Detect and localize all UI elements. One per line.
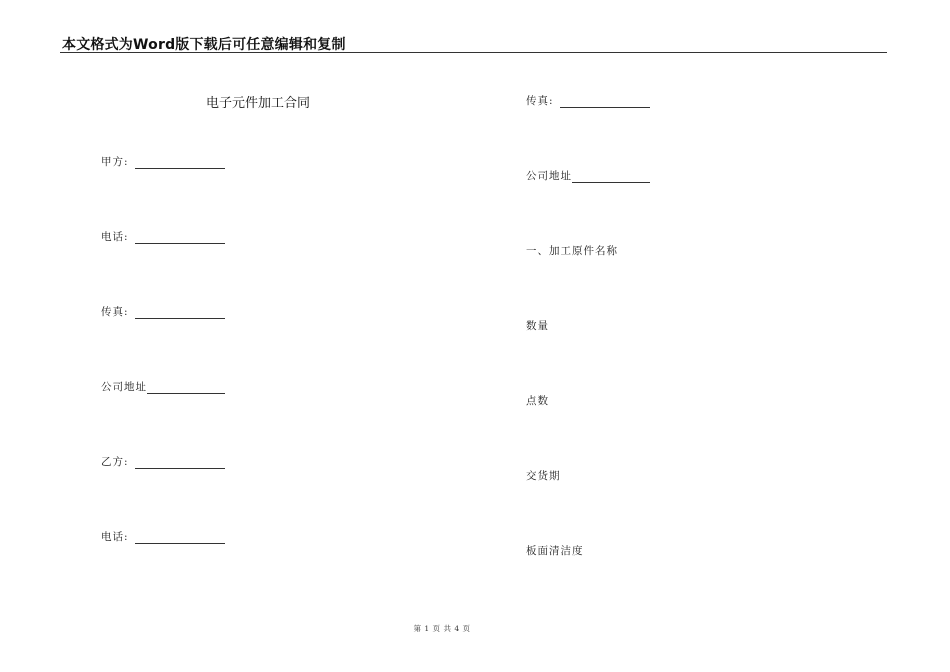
fill-in-blank	[135, 308, 225, 319]
quantity-field	[526, 318, 549, 333]
company-address-field	[526, 168, 650, 183]
field-label: 公司地址	[101, 381, 147, 393]
phone-field	[101, 529, 225, 544]
field-label: 传真:	[101, 306, 129, 318]
fill-in-blank	[135, 458, 225, 469]
field-label: 甲方:	[101, 156, 129, 168]
party-a-field	[101, 154, 225, 169]
board-cleanliness-field	[526, 543, 584, 558]
header-note: 本文格式为Word版下载后可任意编辑和复制	[62, 37, 346, 53]
field-label: 交货期	[526, 470, 561, 482]
section-heading-item-name	[526, 243, 618, 258]
fill-in-blank	[135, 158, 225, 169]
fill-in-blank	[572, 172, 650, 183]
field-label: 点数	[526, 395, 549, 407]
section-label: 一、加工原件名称	[526, 245, 618, 257]
delivery-date-field	[526, 468, 561, 483]
party-b-field	[101, 454, 225, 469]
field-label: 乙方:	[101, 456, 129, 468]
field-label: 电话:	[101, 231, 129, 243]
phone-field	[101, 229, 225, 244]
fill-in-blank	[560, 97, 650, 108]
points-field	[526, 393, 549, 408]
fax-field	[526, 93, 650, 108]
fax-field	[101, 304, 225, 319]
field-label: 电话:	[101, 531, 129, 543]
header-rule	[60, 52, 887, 53]
field-label: 数量	[526, 320, 549, 332]
document-title: 电子元件加工合同	[206, 96, 311, 111]
field-label: 板面清洁度	[526, 545, 584, 557]
page-number: 第 1 页 共 4 页	[413, 624, 471, 633]
fill-in-blank	[135, 533, 225, 544]
company-address-field	[101, 379, 225, 394]
field-label: 公司地址	[526, 170, 572, 182]
fill-in-blank	[135, 233, 225, 244]
fill-in-blank	[147, 383, 225, 394]
field-label: 传真:	[526, 95, 554, 107]
